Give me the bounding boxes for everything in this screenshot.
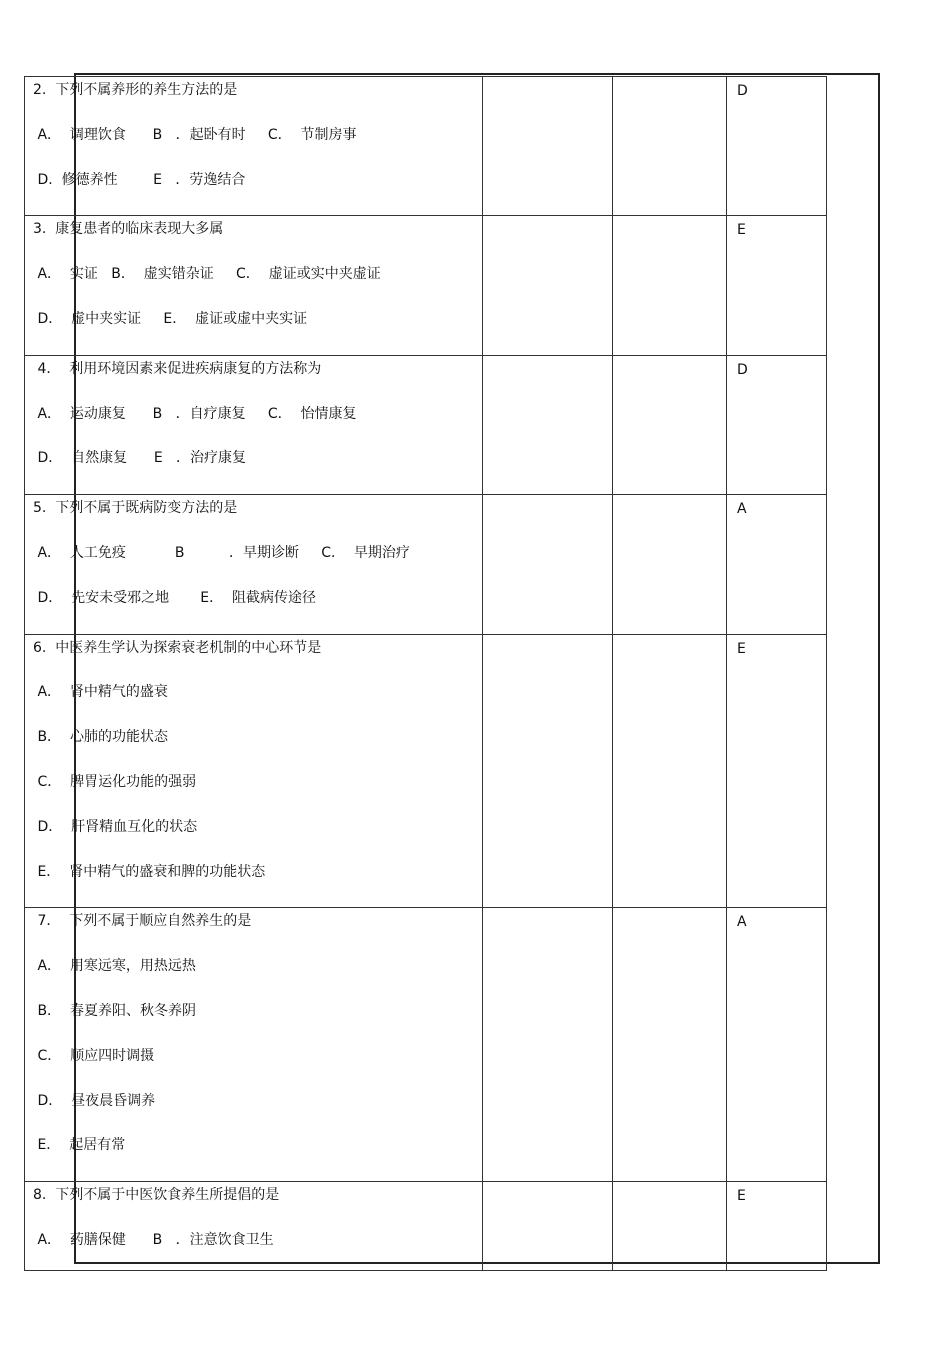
blank-cell: [613, 908, 727, 1182]
question-line: A． 运动康复 B ．自疗康复 C． 怡情康复: [33, 405, 357, 422]
answer-cell: [727, 77, 827, 216]
answer-text: A: [737, 914, 747, 931]
question-line: D． 肝肾精血互化的状态: [33, 818, 198, 835]
blank-cell: [483, 634, 613, 908]
answer-cell: [727, 908, 827, 1182]
question-cell: [25, 908, 483, 1182]
answer-cell: [727, 216, 827, 355]
question-line: D． 昼夜晨昏调养: [33, 1092, 156, 1109]
question-line: C． 脾胃运化功能的强弱: [33, 773, 197, 790]
answer-cell: [727, 355, 827, 494]
answer-text: D: [737, 83, 748, 99]
question-cell: [25, 77, 483, 216]
question-line: 5. 下列不属于既病防变方法的是: [33, 500, 238, 517]
question-table-body: [25, 77, 827, 1271]
question-cell: [25, 495, 483, 634]
question-line: D． 虚中夹实证 E． 虚证或虚中夹实证: [33, 310, 308, 327]
table-row: [25, 77, 827, 216]
table-row: [25, 1182, 827, 1271]
blank-cell: [613, 355, 727, 494]
question-cell: [25, 1182, 483, 1271]
question-line: 8. 下列不属于中医饮食养生所提倡的是: [33, 1187, 280, 1204]
question-line: D． 先安未受邪之地 E． 阻截病传途径: [33, 589, 317, 606]
question-line: B． 心肺的功能状态: [33, 729, 168, 746]
question-table: [24, 76, 827, 1271]
table-row: [25, 495, 827, 634]
answer-text: E: [737, 1188, 746, 1205]
blank-cell: [613, 634, 727, 908]
question-line: A． 肾中精气的盛衰: [33, 684, 168, 701]
answer-text: E: [737, 640, 746, 657]
question-cell: [25, 216, 483, 355]
question-line: B． 春夏养阳、秋冬养阴: [33, 1002, 196, 1019]
question-line: E． 起居有常: [33, 1137, 126, 1154]
question-cell: [25, 355, 483, 494]
answer-text: A: [737, 501, 747, 518]
blank-cell: [483, 77, 613, 216]
table-row: [25, 634, 827, 908]
table-row: [25, 908, 827, 1182]
blank-cell: [613, 495, 727, 634]
question-line: A． 调理饮食 B ．起卧有时 C． 节制房事: [33, 126, 357, 143]
question-line: D. 修德养性 E ．劳逸结合: [33, 171, 246, 188]
table-row: [25, 355, 827, 494]
blank-cell: [613, 216, 727, 355]
question-line: E． 肾中精气的盛衰和脾的功能状态: [33, 863, 266, 880]
blank-cell: [613, 1182, 727, 1271]
question-line: A． 实证 B． 虚实错杂证 C． 虚证或实中夹虚证: [33, 266, 381, 283]
question-line: C． 顺应四时调摄: [33, 1047, 155, 1064]
question-line: 4． 利用环境因素来促进疾病康复的方法称为: [33, 360, 322, 377]
question-cell: [25, 634, 483, 908]
question-line: 7． 下列不属于顺应自然养生的是: [33, 913, 252, 930]
question-line: 2. 下列不属养形的养生方法的是: [33, 82, 238, 98]
table-row: [25, 216, 827, 355]
question-line: 3. 康复患者的临床表现大多属: [33, 221, 224, 238]
blank-cell: [483, 495, 613, 634]
blank-cell: [483, 216, 613, 355]
answer-text: D: [737, 361, 748, 378]
blank-cell: [483, 355, 613, 494]
question-line: A． 药膳保健 B ．注意饮食卫生: [33, 1231, 274, 1248]
question-line: A． 人工免疫 B ．早期诊断 C． 早期治疗: [33, 544, 410, 561]
question-line: D． 自然康复 E ．治疗康复: [33, 450, 247, 467]
answer-cell: [727, 1182, 827, 1271]
question-line: A． 用寒远寒，用热远热: [33, 958, 196, 975]
blank-cell: [613, 77, 727, 216]
question-line: 6. 中医养生学认为探索衰老机制的中心环节是: [33, 639, 322, 656]
blank-cell: [483, 908, 613, 1182]
blank-cell: [483, 1182, 613, 1271]
answer-cell: [727, 495, 827, 634]
answer-cell: [727, 634, 827, 908]
answer-text: E: [737, 222, 746, 239]
